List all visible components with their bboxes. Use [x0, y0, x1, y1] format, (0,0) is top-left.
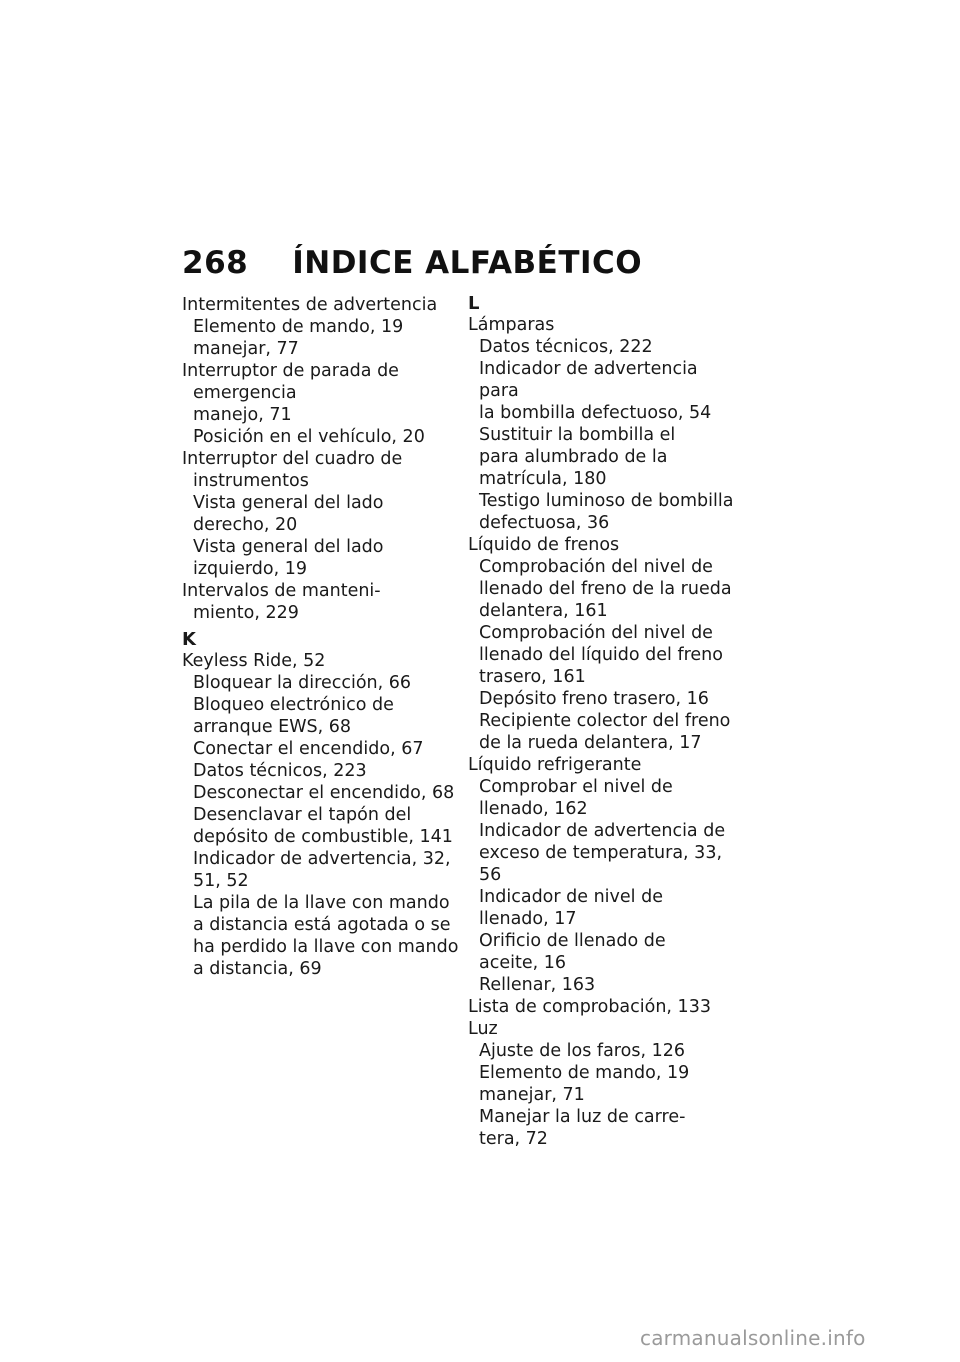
index-subentry: llenado, 17 — [479, 909, 577, 929]
index-subentry: matrícula, 180 — [479, 469, 607, 489]
index-subentry: Sustituir la bombilla el — [479, 425, 676, 445]
index-entry-term: Lista de comprobación, 133 — [468, 997, 711, 1017]
index-subentry: defectuosa, 36 — [479, 513, 610, 533]
watermark-text: carmanualsonline.info — [640, 1326, 866, 1350]
index-subentry: delantera, 161 — [479, 601, 608, 621]
page-number: 268 — [182, 245, 249, 281]
index-subentry: Datos técnicos, 223 — [193, 761, 367, 781]
index-entry-term: Interruptor del cuadro de — [182, 449, 403, 469]
index-subentry: Indicador de advertencia para — [479, 359, 698, 401]
index-subentry: la bombilla defectuoso, 54 — [479, 403, 712, 423]
index-subentry: Desconectar el encendido, 68 — [193, 783, 455, 803]
index-subentry: Comprobar el nivel de — [479, 777, 673, 797]
page-title: ÍNDICE ALFABÉTICO — [292, 245, 643, 281]
index-entry-term: Lámparas — [468, 315, 555, 335]
index-subentry: 56 — [479, 865, 502, 885]
index-entry-term: Líquido refrigerante — [468, 755, 642, 775]
page-header — [182, 244, 642, 282]
index-subentry: Indicador de advertencia de — [479, 821, 726, 841]
index-subentry: instrumentos — [193, 471, 309, 491]
index-subentry: a distancia está agotada o se — [193, 915, 451, 935]
index-subentry: Posición en el vehículo, 20 — [193, 427, 425, 447]
index-subentry: Depósito freno trasero, 16 — [479, 689, 709, 709]
index-letter-k: K — [182, 629, 196, 650]
index-subentry: manejo, 71 — [193, 405, 292, 425]
index-subentry: para alumbrado de la — [479, 447, 668, 467]
index-entry-term: Luz — [468, 1019, 498, 1039]
index-subentry: miento, 229 — [193, 603, 299, 623]
index-entry-term: Interruptor de parada de — [182, 361, 399, 381]
index-subentry: Comprobación del nivel de — [479, 557, 713, 577]
index-subentry: Indicador de nivel de — [479, 887, 663, 907]
index-subentry: La pila de la llave con mando — [193, 893, 450, 913]
index-subentry: Conectar el encendido, 67 — [193, 739, 424, 759]
index-subentry: Ajuste de los faros, 126 — [479, 1041, 685, 1061]
index-entry-term: Keyless Ride, 52 — [182, 651, 326, 671]
index-subentry: 51, 52 — [193, 871, 249, 891]
index-subentry: Bloqueo electrónico de — [193, 695, 394, 715]
index-subentry: izquierdo, 19 — [193, 559, 307, 579]
index-subentry: de la rueda delantera, 17 — [479, 733, 702, 753]
index-group-l — [468, 314, 736, 1150]
index-subentry: Recipiente colector del freno — [479, 711, 731, 731]
index-subentry: exceso de temperatura, 33, — [479, 843, 723, 863]
index-subentry: derecho, 20 — [193, 515, 298, 535]
index-subentry: Elemento de mando, 19 — [479, 1063, 690, 1083]
index-subentry: manejar, 77 — [193, 339, 299, 359]
index-group-i — [182, 294, 464, 624]
index-subentry: Testigo luminoso de bombilla — [479, 491, 734, 511]
index-subentry: Datos técnicos, 222 — [479, 337, 653, 357]
index-subentry: Desenclavar el tapón del — [193, 805, 412, 825]
index-subentry: Bloquear la dirección, 66 — [193, 673, 412, 693]
index-entry-term: Líquido de frenos — [468, 535, 620, 555]
index-subentry: tera, 72 — [479, 1129, 548, 1149]
index-subentry: llenado, 162 — [479, 799, 588, 819]
index-subentry: ha perdido la llave con mando — [193, 937, 459, 957]
index-subentry: depósito de combustible, 141 — [193, 827, 453, 847]
index-subentry: Rellenar, 163 — [479, 975, 596, 995]
index-letter-l: L — [468, 293, 480, 314]
index-subentry: Orificio de llenado de — [479, 931, 666, 951]
index-subentry: a distancia, 69 — [193, 959, 322, 979]
index-subentry: emergencia — [193, 383, 297, 403]
index-subentry: arranque EWS, 68 — [193, 717, 352, 737]
index-subentry: Indicador de advertencia, 32, — [193, 849, 451, 869]
index-subentry: Vista general del lado — [193, 537, 384, 557]
index-entry-term: Intervalos de manteni- — [182, 581, 381, 601]
index-subentry: manejar, 71 — [479, 1085, 585, 1105]
index-subentry: Elemento de mando, 19 — [193, 317, 404, 337]
index-column-right — [468, 294, 736, 1150]
index-subentry: Manejar la luz de carre- — [479, 1107, 686, 1127]
index-subentry: llenado del líquido del freno — [479, 645, 723, 665]
index-group-k — [182, 650, 464, 980]
index-subentry: Vista general del lado — [193, 493, 384, 513]
index-column-left — [182, 294, 464, 980]
index-entry-term: Intermitentes de advertencia — [182, 295, 438, 315]
index-subentry: aceite, 16 — [479, 953, 566, 973]
index-subentry: trasero, 161 — [479, 667, 586, 687]
index-subentry: Comprobación del nivel de — [479, 623, 713, 643]
index-subentry: llenado del freno de la rueda — [479, 579, 732, 599]
